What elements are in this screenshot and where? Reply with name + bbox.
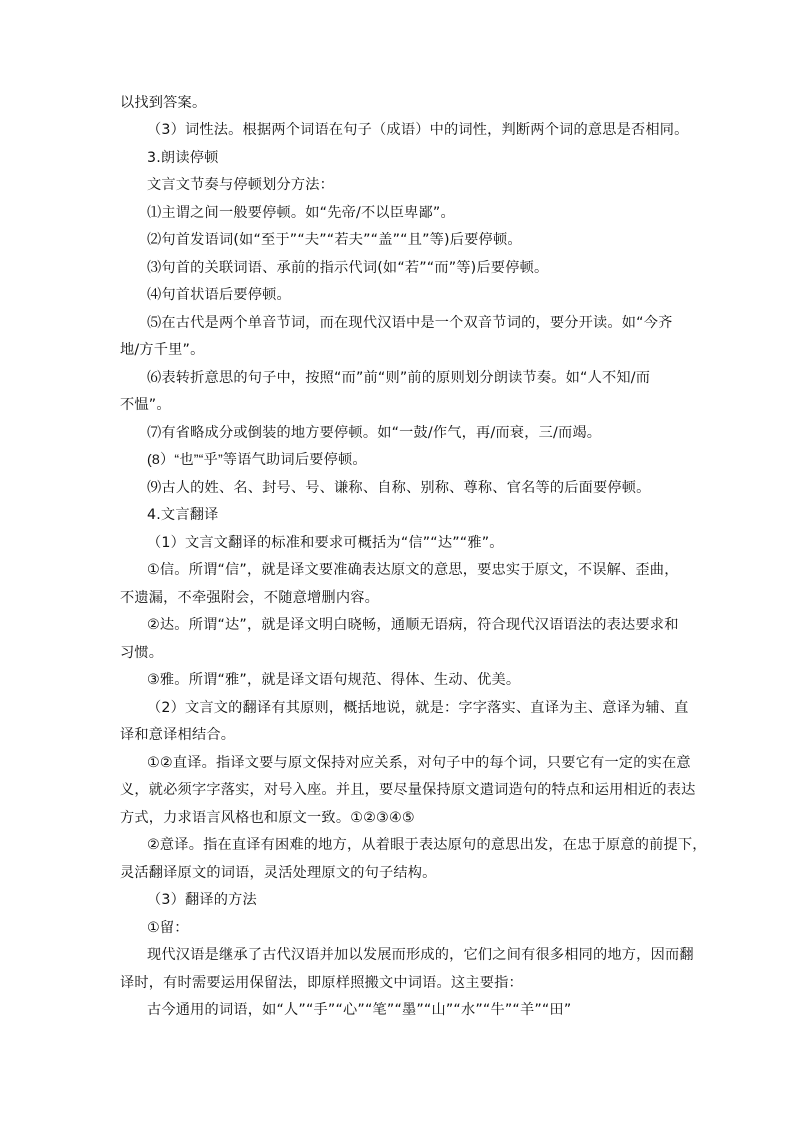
text-line: ⑶句首的关联词语、承前的指示代词(如“若”“而”等)后要停顿。 [147, 260, 549, 276]
text-line: （3）词性法。根据两个词语在句子（成语）中的词性，判断两个词的意思是否相同。 [147, 122, 689, 138]
text-line: ①②直译。指译文要与原文保持对应关系，对句子中的每个词，只要它有一定的实在意 [147, 755, 691, 771]
text-line: ②意译。指在直译有困难的地方，从着眼于表达原句的意思出发，在忠于原意的前提下， [147, 837, 707, 853]
text-line: 以找到答案。 [120, 95, 207, 111]
section-heading: 4.文言翻译 [147, 507, 219, 523]
text-line: （2）文言文的翻译有其原则，概括地说，就是：字字落实、直译为主、意译为辅、直 [147, 700, 689, 716]
text-line: ①信。所谓“信”，就是译文要准确表达原文的意思，要忠实于原文，不误解、歪曲， [147, 562, 679, 578]
text-line: (8）“也”“乎”等语气助词后要停顿。 [147, 452, 367, 468]
text-line: 不愠”。 [120, 397, 171, 413]
text-line: （1）文言文翻译的标准和要求可概括为“信”“达”“雅”。 [147, 535, 504, 551]
text-line: ⑹表转折意思的句子中，按照“而”前“则”前的原则划分朗读节奏。如“人不知/而 [147, 370, 651, 386]
text-line: 文言文节奏与停顿划分方法： [147, 177, 335, 193]
text-line: 义，就必须字字落实，对号入座。并且，要尽量保持原文遣词造句的特点和运用相近的表达 [120, 782, 696, 798]
text-line: ⑼古人的姓、名、封号、号、谦称、自称、别称、尊称、官名等的后面要停顿。 [147, 480, 651, 496]
text-line: 灵活翻译原文的词语，灵活处理原文的句子结构。 [120, 865, 437, 881]
text-line: ⑵句首发语词(如“至于”“夫”“若夫”“盖”“且”等)后要停顿。 [147, 232, 522, 248]
text-line: 古今通用的词语，如“人”“手”“心”“笔”“墨”“山”“水”“牛”“羊”“田” [147, 1002, 572, 1018]
text-line: 译时，有时需要运用保留法，即原样照搬文中词语。这主要指： [120, 975, 523, 991]
text-line: ②达。所谓“达”，就是译文明白晓畅，通顺无语病，符合现代汉语语法的表达要求和 [147, 617, 679, 633]
text-line: ⑴主谓之间一般要停顿。如“先帝/不以臣卑鄙”。 [147, 205, 455, 221]
text-line: ⑺有省略成分或倒装的地方要停顿。如“一鼓/作气，再/而衰，三/而竭。 [147, 425, 602, 441]
text-line: 方式，力求语言风格也和原文一致。①②③④⑤ [120, 810, 415, 826]
text-line: ⑷句首状语后要停顿。 [147, 287, 291, 303]
text-line: 地/方千里”。 [120, 342, 205, 358]
text-line: ⑸在古代是两个单音节词，而在现代汉语中是一个双音节词的，要分开读。如“今齐 [147, 315, 673, 331]
text-line: ①留： [147, 920, 189, 936]
text-line: 译和意译相结合。 [120, 727, 236, 743]
text-line: 不遗漏，不牵强附会，不随意增删内容。 [120, 590, 379, 606]
text-line: ③雅。所谓“雅”，就是译文语句规范、得体、生动、优美。 [147, 672, 521, 688]
section-heading: 3.朗读停顿 [147, 150, 219, 166]
text-line: （3）翻译的方法 [147, 892, 257, 908]
text-line: 现代汉语是继承了古代汉语并加以发展而形成的，它们之间有很多相同的地方，因而翻 [147, 947, 694, 963]
text-line: 习惯。 [120, 645, 164, 661]
